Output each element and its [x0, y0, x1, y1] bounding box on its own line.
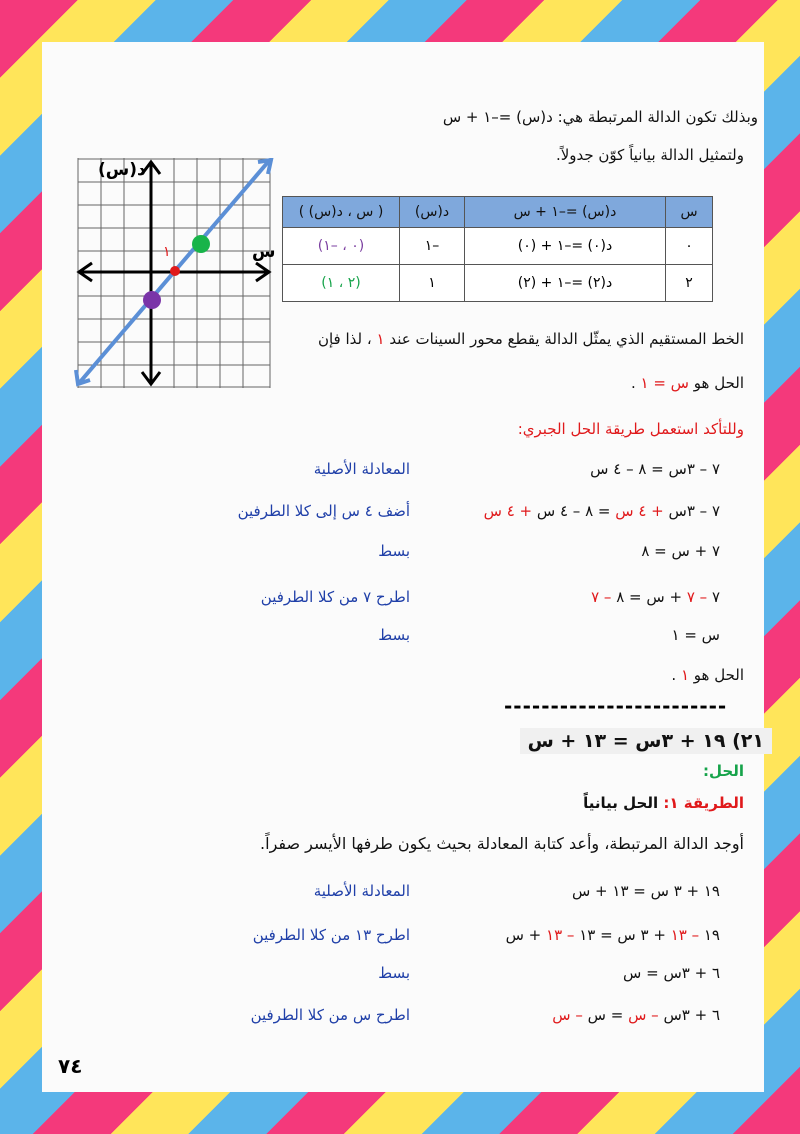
related-function-line: وبذلك تكون الدالة المرتبطة هي: د(س) =–١ + س [442, 108, 758, 126]
equation-step: ٧ – ٣س + ٤ س = ٨ – ٤ س + ٤ س [483, 502, 720, 520]
equation-step: س = ١ [671, 626, 720, 644]
algebraic-check-title: وللتأكد استعمل طريقة الحل الجبري: [517, 420, 744, 438]
col-header-fx: د(س) [400, 197, 465, 228]
table-cell: د(٢) =–١ + (٢) [465, 265, 666, 302]
value-table [282, 196, 713, 302]
question-21: ٢١) ١٩ + ٣س = ١٣ + س [520, 728, 772, 754]
equation-step: ٦ + ٣س = س [623, 964, 720, 982]
page-number: ٧٤ [58, 1054, 83, 1078]
equation-step: ١٩ – ١٣ + ٣ س = ١٣ – ١٣ + س [505, 926, 720, 944]
step-explanation: أضف ٤ س إلى كلا الطرفين [237, 502, 410, 520]
col-header-pair: ( س ، د(س) ) [283, 197, 400, 228]
x-intercept-label: ١ [163, 244, 171, 260]
point-2-1 [192, 235, 210, 253]
step-explanation: بسط [378, 626, 410, 644]
step-explanation: اطرح س من كلا الطرفين [250, 1006, 410, 1024]
intercept-line: الخط المستقيم الذي يمثّل الدالة يقطع محور السينات عند ١ ، لذا فإن [317, 330, 744, 348]
step-explanation: اطرح ٧ من كلا الطرفين [260, 588, 410, 606]
solution-line: الحل هو س = ١ . [630, 374, 744, 392]
step-explanation: بسط [378, 542, 410, 560]
table-cell: ٠ [666, 228, 713, 265]
equation-step: ٧ – ٧ + س = ٨ – ٧ [591, 588, 720, 606]
dashed-separator: ------------------------ [504, 694, 728, 718]
y-axis-label: د(س) [98, 160, 146, 180]
table-cell: (٢ ، ١) [283, 265, 400, 302]
table-cell: ٢ [666, 265, 713, 302]
solution-result: الحل هو ١ . [671, 666, 744, 684]
col-header-x: س [666, 197, 713, 228]
table-cell: (٠ ، –١) [283, 228, 400, 265]
table-row [283, 228, 713, 265]
table-row [283, 265, 713, 302]
table-cell: –١ [400, 228, 465, 265]
step-explanation: المعادلة الأصلية [313, 460, 410, 478]
table-cell: د(٠) =–١ + (٠) [465, 228, 666, 265]
point-0-neg1 [143, 291, 161, 309]
function-graph [74, 158, 274, 390]
method-1-heading: الطريقة ١: الحل بيانياً [583, 794, 744, 812]
equation-step: ١٩ + ٣ س = ١٣ + س [571, 882, 720, 900]
equation-step: ٦ + ٣س – س = س – س [552, 1006, 720, 1024]
step-explanation: اطرح ١٣ من كلا الطرفين [252, 926, 410, 944]
table-cell: ١ [400, 265, 465, 302]
x-intercept-point [170, 266, 180, 276]
table-header-row [283, 197, 713, 228]
instruction-line: أوجد الدالة المرتبطة، وأعد كتابة المعادلة بحيث يكون طرفها الأيسر صفراً. [260, 834, 744, 853]
step-explanation: المعادلة الأصلية [313, 882, 410, 900]
solution-heading: الحل: [703, 762, 744, 780]
x-axis-label: س [252, 242, 276, 262]
col-header-rule: د(س) =–١ + س [465, 197, 666, 228]
graph-intro-line: ولتمثيل الدالة بيانياً كوّن جدولاً. [555, 146, 744, 164]
step-explanation: بسط [378, 964, 410, 982]
equation-step: ٧ + س = ٨ [641, 542, 720, 560]
equation-step: ٧ – ٣س = ٨ – ٤ س [590, 460, 720, 478]
